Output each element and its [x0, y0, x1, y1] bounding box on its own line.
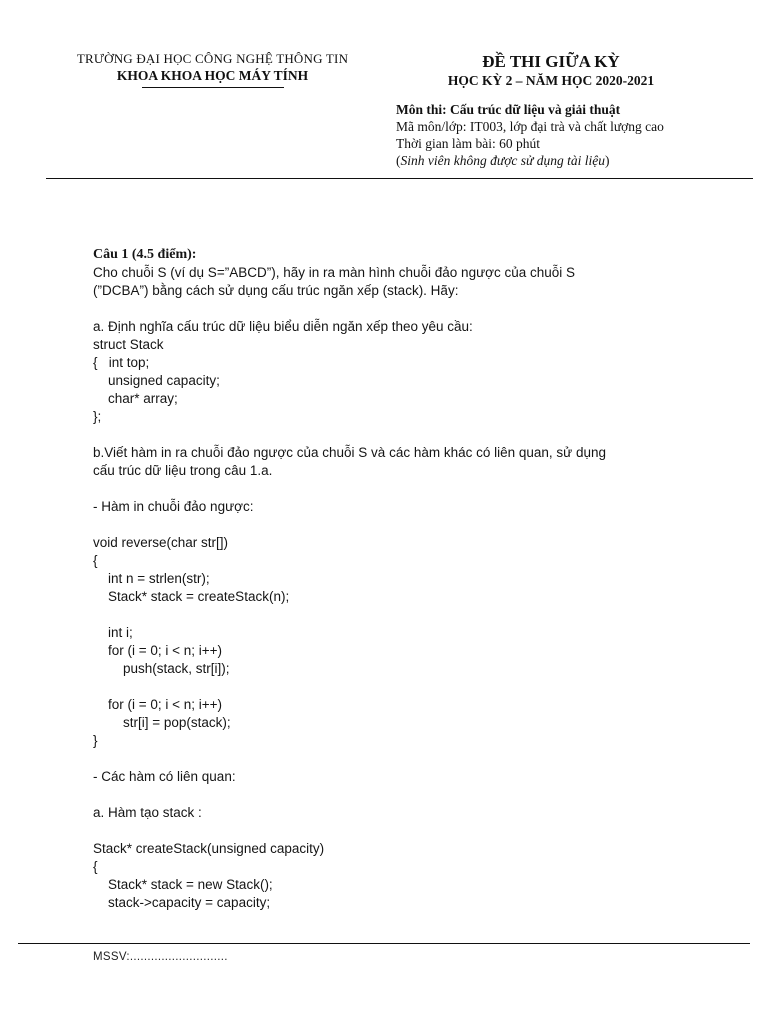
faculty-underline [142, 87, 284, 88]
question-line: stack->capacity = capacity; [93, 895, 271, 910]
question-line: Cho chuỗi S (ví dụ S=”ABCD”), hãy in ra màn hình chuỗi đảo ngược của chuỗi S [93, 265, 576, 280]
question-line: Stack* createStack(unsigned capacity) [93, 841, 325, 856]
note-close-paren: ) [605, 153, 610, 168]
exam-subject: Môn thi: Cấu trúc dữ liệu và giải thuật [396, 102, 621, 117]
note-open-paren: ( [396, 153, 401, 168]
student-id-field: MSSV:............................ [93, 951, 228, 963]
note-text: Sinh viên không được sử dụng tài liệu [400, 153, 606, 168]
question-line [93, 786, 713, 804]
header-right [396, 52, 736, 169]
question-line: char* array; [93, 391, 178, 406]
question-line: cấu trúc dữ liệu trong câu 1.a. [93, 463, 273, 478]
question-line: void reverse(char str[]) [93, 535, 229, 550]
question-line: a. Định nghĩa cấu trúc dữ liệu biểu diễn ngăn xếp theo yêu cầu: [93, 319, 473, 334]
question-line: }; [93, 409, 102, 424]
question-line: for (i = 0; i < n; i++) [93, 643, 223, 658]
question-line: { [93, 553, 98, 568]
exam-note [396, 152, 736, 169]
exam-meta [396, 101, 736, 169]
question-line: Stack* stack = new Stack(); [93, 877, 273, 892]
question-line: - Hàm in chuỗi đảo ngược: [93, 499, 254, 514]
question-line: for (i = 0; i < n; i++) [93, 697, 223, 712]
question-line [93, 300, 713, 318]
question-line [93, 678, 713, 696]
question-line: (”DCBA”) bằng cách sử dụng cấu trúc ngăn xếp (stack). Hãy: [93, 283, 459, 298]
question-line: { int top; [93, 355, 150, 370]
header-divider [46, 178, 753, 179]
question-body [93, 264, 713, 912]
question-line: str[i] = pop(stack); [93, 715, 231, 730]
question-line: b.Viết hàm in ra chuỗi đảo ngược của chuỗi S và các hàm khác có liên quan, sử dụng [93, 445, 606, 460]
exam-title: ĐỀ THI GIỮA KỲ [482, 52, 620, 71]
question-line: { [93, 859, 98, 874]
question-line [93, 750, 713, 768]
footer-divider [18, 943, 750, 944]
question-line: int n = strlen(str); [93, 571, 210, 586]
faculty-name: KHOA KHOA HỌC MÁY TÍNH [116, 68, 309, 83]
question-line: a. Hàm tạo stack : [93, 805, 202, 820]
question-title: Câu 1 (4.5 điểm): [93, 247, 197, 262]
question-line [93, 606, 713, 624]
header-left [60, 50, 365, 88]
exam-duration: Thời gian làm bài: 60 phút [396, 136, 540, 151]
question-line: push(stack, str[i]); [93, 661, 230, 676]
semester: HỌC KỲ 2 – NĂM HỌC 2020-2021 [447, 73, 655, 88]
question-line: int i; [93, 625, 133, 640]
question-line [93, 480, 713, 498]
question-line: - Các hàm có liên quan: [93, 769, 236, 784]
question-line [93, 426, 713, 444]
question-line: } [93, 733, 98, 748]
question-line: unsigned capacity; [93, 373, 220, 388]
question-line: Stack* stack = createStack(n); [93, 589, 290, 604]
question-line [93, 822, 713, 840]
university-name: TRƯỜNG ĐẠI HỌC CÔNG NGHỆ THÔNG TIN [76, 51, 349, 66]
question-line [93, 516, 713, 534]
question-content [93, 246, 713, 912]
question-line: struct Stack [93, 337, 164, 352]
course-code: Mã môn/lớp: IT003, lớp đại trà và chất lượng cao [396, 119, 664, 134]
